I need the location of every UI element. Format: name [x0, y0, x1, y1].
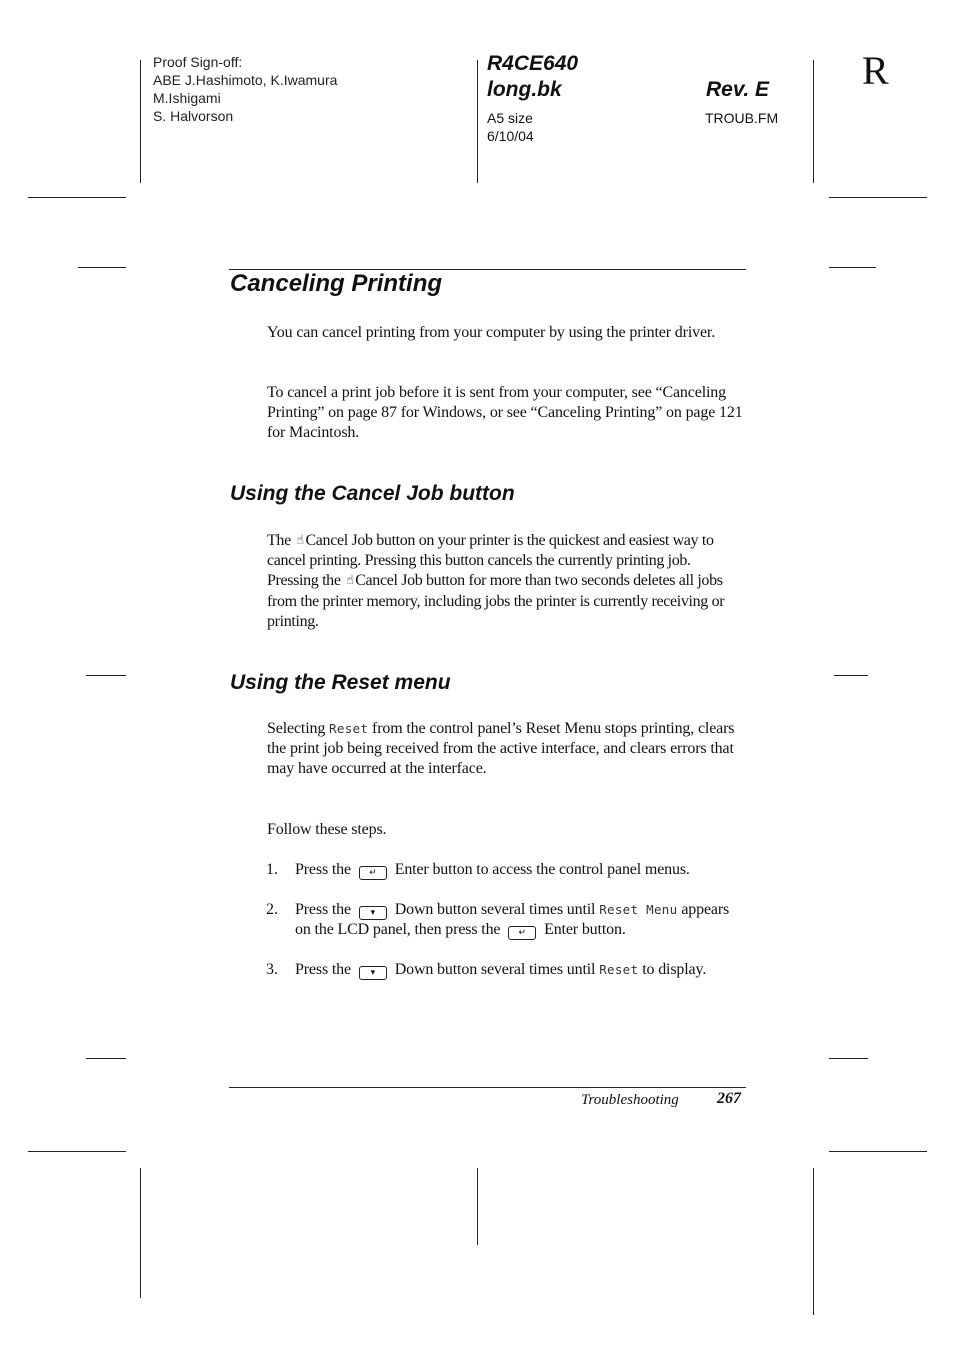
reset-menu-heading: Using the Reset menu	[230, 671, 451, 694]
proof-signoff	[153, 53, 337, 125]
crop-mark	[140, 60, 141, 183]
crop-mark	[86, 675, 126, 676]
crop-mark	[829, 267, 876, 268]
intro-paragraph: To cancel a print job before it is sent from your computer, see “Canceling Printing” on page 87 for Windows, or see “Canceling Printing” on page 121 for Macintosh.	[267, 384, 743, 442]
crop-mark	[477, 60, 478, 183]
text-run: Press the	[295, 961, 355, 978]
intro-paragraph: You can cancel printing from your computer by using the printer driver.	[267, 324, 716, 341]
print-date: 6/10/04	[487, 128, 534, 144]
crop-mark	[78, 267, 126, 268]
paper-size-and-date	[487, 109, 534, 145]
cancel-job-heading: Using the Cancel Job button	[230, 482, 515, 505]
text-run: Down button several times until	[390, 961, 600, 978]
text-run: Selecting	[267, 720, 330, 737]
crop-mark	[829, 1058, 868, 1059]
section-title: Canceling Printing	[230, 270, 443, 297]
crop-mark	[829, 197, 927, 198]
cancel-job-icon: ☝	[296, 533, 304, 548]
model-code	[487, 51, 578, 103]
text-run: Enter button to access the control panel menus.	[390, 861, 690, 878]
text-run: Cancel Job button on your printer is the quickest and easiest way to cancel printing. Pressing this button cancels the currently printing job. Pressing the	[267, 532, 714, 590]
file-name: TROUB.FM	[705, 110, 779, 126]
cancel-job-icon: ☝	[345, 573, 354, 589]
follow-steps-text: Follow these steps.	[267, 821, 387, 838]
text-run: Down button several times until	[390, 901, 600, 918]
reset-menu-paragraph	[267, 719, 745, 780]
step-text	[295, 900, 747, 940]
down-key-icon: ▾	[359, 906, 387, 920]
text-run: Press the	[295, 861, 355, 878]
cancel-job-paragraph	[267, 531, 745, 632]
revision-label: Rev. E	[706, 78, 770, 101]
text-run: appears on the LCD panel, then press the	[295, 901, 730, 939]
text-run: Cancel Job button for more than two seconds deletes all jobs from the printer memory, including jobs the printer is currently receiving or printing.	[267, 572, 725, 630]
lcd-text-reset: Reset	[329, 721, 369, 736]
page-number: 267	[717, 1090, 741, 1107]
crop-mark	[28, 197, 126, 198]
model-line: R4CE640	[487, 52, 579, 75]
proof-line: M.Ishigami	[153, 90, 221, 106]
step-number: 1.	[266, 861, 278, 878]
crop-mark	[477, 1168, 478, 1245]
step-text	[295, 960, 747, 980]
text-run: to display.	[638, 961, 707, 978]
crop-mark	[28, 1151, 126, 1152]
enter-key-icon: ↵	[359, 866, 387, 880]
paper-size: A5 size	[487, 110, 533, 126]
lcd-text-reset-menu: Reset Menu	[599, 902, 678, 917]
step-number: 2.	[266, 901, 278, 918]
lcd-text-reset: Reset	[599, 962, 639, 977]
crop-mark	[140, 1168, 141, 1298]
proof-line: S. Halvorson	[153, 108, 234, 124]
proof-line: ABE J.Hashimoto, K.Iwamura	[153, 72, 338, 88]
crop-mark	[813, 60, 814, 183]
text-run: from the control panel’s Reset Menu stops printing, clears the print job being received from the active interface, and clears errors that may have occurred at the interface.	[267, 720, 735, 778]
down-key-icon: ▾	[359, 966, 387, 980]
text-run: The	[267, 532, 295, 549]
step-number: 3.	[266, 961, 278, 978]
crop-mark	[86, 1058, 126, 1059]
crop-mark	[829, 1151, 927, 1152]
footer-rule	[229, 1087, 746, 1088]
text-run: Press the	[295, 901, 355, 918]
proof-line: Proof Sign-off:	[153, 54, 243, 70]
text-run: Enter button.	[540, 921, 626, 939]
crop-mark	[813, 1168, 814, 1315]
model-line: long.bk	[487, 78, 562, 101]
enter-key-icon: ↵	[508, 926, 536, 940]
footer-section-name: Troubleshooting	[581, 1092, 679, 1108]
chapter-tab-letter: R	[862, 48, 889, 93]
step-text	[295, 860, 747, 880]
crop-mark	[834, 675, 868, 676]
